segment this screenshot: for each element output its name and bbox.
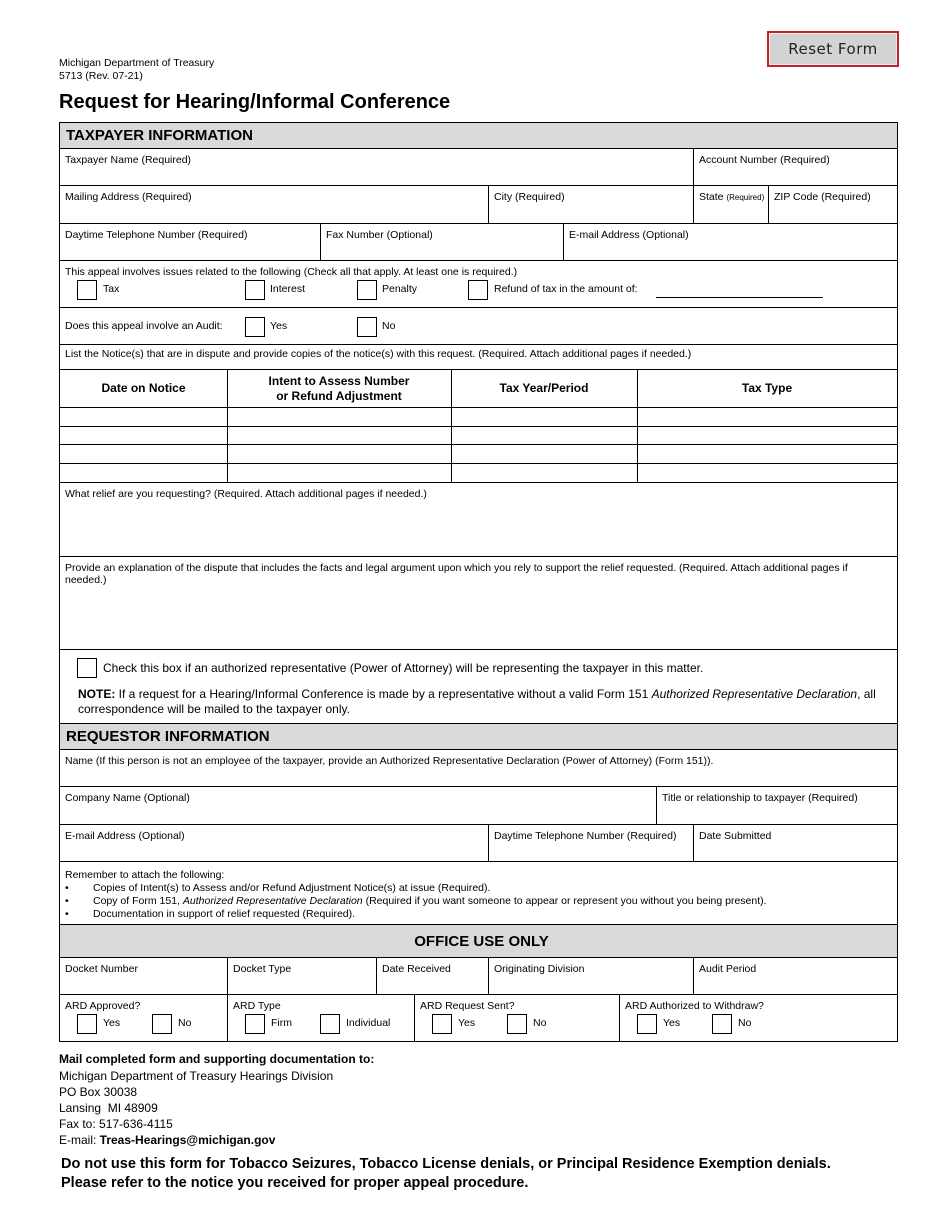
ard-request-sent-yes-checkbox[interactable] — [432, 1014, 452, 1034]
account-number-label: Account Number (Required) — [699, 154, 830, 166]
requestor-email-label: E-mail Address (Optional) — [65, 830, 185, 842]
ard-approved-yes-label: Yes — [103, 1017, 121, 1029]
date-submitted-field[interactable] — [693, 825, 897, 861]
notices-instruction-row — [60, 345, 897, 370]
ard-request-sent-label: ARD Request Sent? — [420, 1000, 515, 1012]
fax-number-field[interactable] — [320, 224, 563, 260]
docket-type-label: Docket Type — [233, 963, 292, 975]
column-header-intent — [227, 370, 451, 407]
audit-period-label: Audit Period — [699, 963, 757, 975]
taxpayer-section-title: TAXPAYER INFORMATION — [66, 127, 253, 144]
ard-withdraw-label: ARD Authorized to Withdraw? — [625, 1000, 764, 1012]
office-use-row-2 — [60, 995, 897, 1041]
requestor-phone-field[interactable] — [488, 825, 693, 861]
ard-type-individual-label: Individual — [346, 1017, 391, 1029]
ard-type-group — [227, 995, 414, 1041]
representative-row — [60, 650, 897, 724]
state-field[interactable] — [693, 186, 768, 223]
audit-question-label: Does this appeal involve an Audit: — [65, 320, 223, 332]
reminder-bullet-1: • Copies of Intent(s) to Assess and/or Refund Adjustment Notice(s) at issue (Required). — [65, 882, 491, 894]
audit-no-label: No — [382, 320, 396, 332]
ard-withdraw-group — [619, 995, 897, 1041]
reset-form-button[interactable]: Reset Form — [767, 31, 899, 67]
mailing-address-line3: Lansing MI 48909 — [59, 1101, 158, 1115]
office-use-header — [60, 925, 897, 958]
requestor-contact-row — [60, 825, 897, 862]
table-row[interactable] — [60, 464, 897, 482]
ard-type-firm-label: Firm — [271, 1017, 292, 1029]
docket-number-label: Docket Number — [65, 963, 138, 975]
ard-type-firm-checkbox[interactable] — [245, 1014, 265, 1034]
relief-requested-field[interactable] — [60, 483, 897, 557]
warning-line-1: Do not use this form for Tobacco Seizures, Tobacco License denials, or Principal Residence Exemption denials. — [61, 1156, 831, 1172]
taxpayer-section-header — [60, 123, 897, 149]
reminder-heading: Remember to attach the following: — [65, 869, 225, 881]
note-italic: Authorized Representative Declaration — [651, 687, 858, 701]
column-header-tax-year: Tax Year/Period — [499, 381, 589, 395]
requestor-section-header — [60, 724, 897, 750]
tax-checkbox-label: Tax — [103, 283, 120, 295]
date-received-label: Date Received — [382, 963, 451, 975]
office-use-row-1 — [60, 958, 897, 995]
company-row — [60, 787, 897, 825]
docket-number-field[interactable] — [60, 958, 227, 994]
requestor-title-field[interactable] — [656, 787, 897, 824]
city-label: City (Required) — [494, 191, 565, 203]
date-submitted-label: Date Submitted — [699, 830, 772, 842]
table-row[interactable] — [60, 445, 897, 463]
date-received-field[interactable] — [376, 958, 488, 994]
representative-checkbox-label: Check this box if an authorized representative (Power of Attorney) will be representing the taxpayer in this matter. — [103, 661, 704, 675]
column-header-intent-line2: or Refund Adjustment — [276, 388, 402, 403]
ard-request-sent-group — [414, 995, 619, 1041]
page-title: Request for Hearing/Informal Conference — [59, 91, 451, 113]
refund-checkbox[interactable] — [468, 280, 488, 300]
account-number-field[interactable] — [693, 149, 897, 185]
ard-withdraw-yes-checkbox[interactable] — [637, 1014, 657, 1034]
note-bold: NOTE: — [78, 687, 116, 701]
docket-type-field[interactable] — [227, 958, 376, 994]
audit-no-checkbox[interactable] — [357, 317, 377, 337]
column-header-date: Date on Notice — [101, 381, 186, 395]
ard-type-individual-checkbox[interactable] — [320, 1014, 340, 1034]
audit-yes-label: Yes — [270, 320, 288, 332]
mailing-fax: Fax to: 517-636-4115 — [59, 1117, 173, 1131]
interest-checkbox[interactable] — [245, 280, 265, 300]
requestor-phone-label: Daytime Telephone Number (Required) — [494, 830, 677, 842]
notices-instruction-label: List the Notice(s) that are in dispute and provide copies of the notice(s) with this request. (Required. Attach additional pages if needed.) — [65, 348, 692, 360]
representative-checkbox[interactable] — [77, 658, 97, 678]
column-header-intent-line1: Intent to Assess Number — [268, 373, 410, 388]
ard-approved-group — [60, 995, 227, 1041]
fax-number-label: Fax Number (Optional) — [326, 229, 433, 241]
ard-approved-yes-checkbox[interactable] — [77, 1014, 97, 1034]
ard-approved-no-label: No — [178, 1017, 192, 1029]
representative-note — [78, 687, 893, 717]
mailing-email — [59, 1132, 275, 1149]
dispute-explanation-label: Provide an explanation of the dispute that includes the facts and legal argument upon which you rely to support the relief requested. (Required. Attach additional pages if needed.) — [65, 562, 848, 586]
notices-table — [60, 370, 897, 482]
mailing-email-address[interactable]: Treas-Hearings@michigan.gov — [99, 1133, 276, 1147]
reminder-bullet-1-text: Copies of Intent(s) to Assess and/or Refund Adjustment Notice(s) at issue (Required). — [93, 882, 491, 894]
office-use-title: OFFICE USE ONLY — [414, 932, 549, 950]
mailing-email-prefix: E-mail: — [59, 1133, 100, 1147]
taxpayer-name-row — [60, 149, 897, 186]
taxpayer-email-field[interactable] — [563, 224, 897, 260]
interest-checkbox-label: Interest — [270, 283, 306, 295]
dispute-explanation-field[interactable] — [60, 557, 897, 650]
zip-code-label: ZIP Code (Required) — [774, 191, 871, 203]
ard-approved-label: ARD Approved? — [65, 1000, 141, 1012]
mailing-address-line1: Michigan Department of Treasury Hearings Division — [59, 1069, 334, 1083]
issues-row — [60, 261, 897, 308]
note-text-2: , all correspondence will be mailed to the taxpayer only. — [78, 687, 876, 716]
reminder-bullet-3-text: Documentation in support of relief requested (Required). — [93, 908, 356, 920]
ard-type-label: ARD Type — [233, 1000, 281, 1012]
refund-amount-input[interactable] — [656, 297, 823, 298]
zip-code-field[interactable] — [768, 186, 897, 223]
taxpayer-email-label: E-mail Address (Optional) — [569, 229, 689, 241]
requestor-section-title: REQUESTOR INFORMATION — [66, 728, 270, 745]
agency-name: Michigan Department of Treasury — [59, 57, 215, 69]
company-name-label: Company Name (Optional) — [65, 792, 190, 804]
originating-division-label: Originating Division — [494, 963, 585, 975]
note-text-1: If a request for a Hearing/Informal Conference is made by a representative without a valid Form 151 — [115, 687, 652, 701]
taxpayer-name-field[interactable] — [60, 149, 693, 185]
reminder-bullet-2-text: Copy of Form 151, Authorized Representative Declaration (Required if you want someone to appear or represent you without you being present). — [93, 895, 767, 907]
penalty-checkbox-label: Penalty — [382, 283, 418, 295]
originating-division-field[interactable] — [488, 958, 693, 994]
daytime-phone-label: Daytime Telephone Number (Required) — [65, 229, 248, 241]
requestor-email-field[interactable] — [60, 825, 488, 861]
form-number: 5713 (Rev. 07-21) — [59, 70, 143, 82]
ard-request-sent-yes-label: Yes — [458, 1017, 476, 1029]
taxpayer-name-label: Taxpayer Name (Required) — [65, 154, 192, 166]
hearing-request-form — [59, 122, 898, 1042]
issues-label: This appeal involves issues related to the following (Check all that apply. At least one is required.) — [65, 266, 518, 278]
table-row[interactable] — [60, 408, 897, 426]
ard-withdraw-no-checkbox[interactable] — [712, 1014, 732, 1034]
ard-withdraw-yes-label: Yes — [663, 1017, 681, 1029]
daytime-phone-field[interactable] — [60, 224, 320, 260]
tax-checkbox[interactable] — [77, 280, 97, 300]
reminder-bullet-3: • Documentation in support of relief requested (Required). — [65, 908, 356, 920]
audit-yes-checkbox[interactable] — [245, 317, 265, 337]
requestor-name-label: Name (If this person is not an employee of the taxpayer, provide an Authorized Representative Declaration (Power of Attorney) (Form 151)). — [65, 755, 714, 767]
ard-request-sent-no-label: No — [533, 1017, 547, 1029]
warning-line-2: Please refer to the notice you received for proper appeal procedure. — [61, 1175, 529, 1191]
refund-checkbox-label: Refund of tax in the amount of: — [494, 283, 638, 295]
address-row — [60, 186, 897, 224]
ard-approved-no-checkbox[interactable] — [152, 1014, 172, 1034]
city-field[interactable] — [488, 186, 693, 223]
mailing-address-label: Mailing Address (Required) — [65, 191, 192, 203]
penalty-checkbox[interactable] — [357, 280, 377, 300]
mailing-address-field[interactable] — [60, 186, 488, 223]
relief-requested-label: What relief are you requesting? (Required. Attach additional pages if needed.) — [65, 488, 427, 500]
mailing-address-line2: PO Box 30038 — [59, 1085, 138, 1099]
table-row[interactable] — [60, 427, 897, 444]
attachments-reminder — [60, 862, 897, 925]
requestor-name-field[interactable] — [60, 750, 897, 787]
requestor-title-label: Title or relationship to taxpayer (Required) — [662, 792, 858, 804]
mailing-heading: Mail completed form and supporting documentation to: — [59, 1052, 375, 1066]
column-header-tax-type: Tax Type — [741, 381, 793, 395]
state-label: State (Required) — [699, 191, 765, 203]
company-name-field[interactable] — [60, 787, 656, 824]
ard-withdraw-no-label: No — [738, 1017, 752, 1029]
audit-row — [60, 308, 897, 345]
audit-period-field[interactable] — [693, 958, 897, 994]
ard-request-sent-no-checkbox[interactable] — [507, 1014, 527, 1034]
reminder-bullet-2: • Copy of Form 151, Authorized Representative Declaration (Required if you want someone to appear or represent you without you being present). — [65, 895, 767, 907]
contact-row — [60, 224, 897, 261]
